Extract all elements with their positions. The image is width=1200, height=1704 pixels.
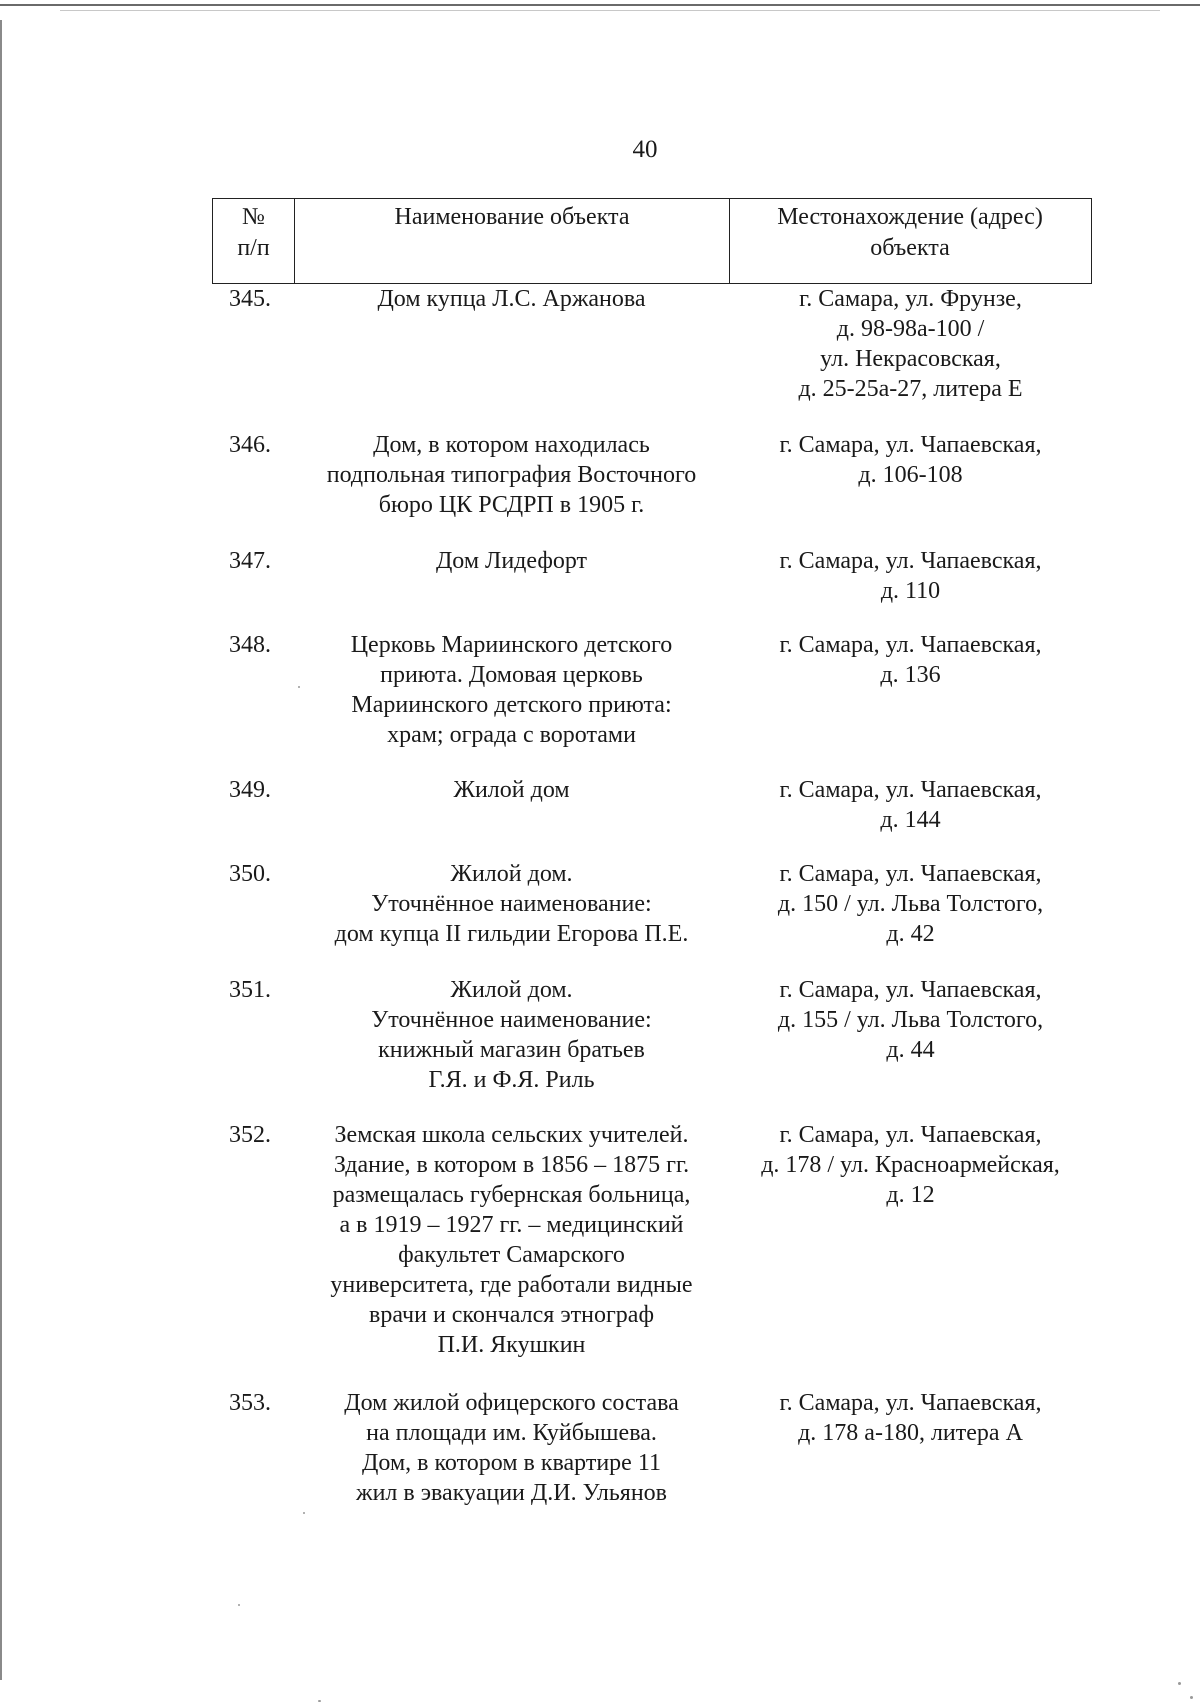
name-line: Уточнённое наименование: — [371, 891, 652, 917]
name-line: Г.Я. и Ф.Я. Риль — [428, 1067, 595, 1093]
address-line: д. 178 а-180, литера А — [798, 1420, 1023, 1446]
name-line: дом купца II гильдии Егорова П.Е. — [334, 921, 689, 947]
name-line: Жилой дом. — [450, 977, 573, 1003]
header-col-address — [730, 199, 1090, 283]
scan-speck — [318, 1700, 321, 1702]
scan-edge-top — [0, 4, 1200, 6]
address-line: д. 25-25а-27, литера Е — [798, 376, 1023, 402]
row-number: 349. — [229, 777, 271, 803]
address-line: д. 155 / ул. Льва Толстого, — [777, 1007, 1044, 1033]
name-line: подпольная типография Восточного — [326, 462, 697, 488]
object-name — [294, 859, 729, 949]
object-name — [294, 284, 729, 404]
name-line: Жилой дом. — [450, 861, 573, 887]
object-address — [729, 284, 1092, 404]
object-name — [294, 975, 729, 1095]
table-row — [212, 1388, 1092, 1508]
address-line: г. Самара, ул. Чапаевская, — [779, 1390, 1042, 1416]
address-line: г. Самара, ул. Чапаевская, — [779, 432, 1042, 458]
row-number: 351. — [229, 977, 271, 1003]
object-name — [294, 1388, 729, 1508]
scan-speck — [303, 1512, 305, 1514]
name-line: Дом, в котором в квартире 11 — [362, 1450, 661, 1476]
name-line: университета, где работали видные — [330, 1272, 693, 1298]
address-line: г. Самара, ул. Чапаевская, — [779, 1122, 1042, 1148]
scan-edge-top-faint — [60, 10, 1160, 11]
address-line: г. Самара, ул. Чапаевская, — [779, 632, 1042, 658]
object-address — [729, 630, 1092, 750]
table-row — [212, 546, 1092, 606]
table-row — [212, 430, 1092, 520]
row-number: 345. — [229, 286, 271, 312]
row-number: 347. — [229, 548, 271, 574]
table-row — [212, 1120, 1092, 1360]
address-line: д. 110 — [880, 578, 941, 604]
address-line: д. 98-98а-100 / — [836, 316, 985, 342]
name-line: бюро ЦК РСДРП в 1905 г. — [378, 492, 645, 518]
address-line: д. 136 — [880, 662, 941, 688]
object-name — [294, 546, 729, 606]
scan-edge-left — [0, 20, 2, 1680]
name-line: размещалась губернская больница, — [332, 1182, 691, 1208]
object-address — [729, 775, 1092, 835]
address-line: д. 12 — [886, 1182, 935, 1208]
scan-speck — [298, 686, 300, 688]
name-line: Дом жилой офицерского состава — [344, 1390, 679, 1416]
object-address — [729, 1120, 1092, 1360]
table-row — [212, 630, 1092, 750]
header-col-name — [295, 199, 730, 283]
name-line: Дом, в котором находилась — [373, 432, 650, 458]
header-col-number-line: № — [242, 204, 265, 230]
name-line: Дом купца Л.С. Аржанова — [377, 286, 646, 312]
object-name — [294, 1120, 729, 1360]
name-line: Уточнённое наименование: — [371, 1007, 652, 1033]
name-line: на площади им. Куйбышева. — [366, 1420, 657, 1446]
address-line: д. 42 — [886, 921, 935, 947]
object-address — [729, 1388, 1092, 1508]
name-line: Земская школа сельских учителей. — [334, 1122, 689, 1148]
name-line: врачи и скончался этнограф — [369, 1302, 654, 1328]
page-number: 40 — [632, 136, 658, 163]
name-line: приюта. Домовая церковь — [380, 662, 643, 688]
name-line: жил в эвакуации Д.И. Ульянов — [355, 1480, 667, 1506]
table-row — [212, 284, 1092, 404]
name-line: книжный магазин братьев — [378, 1037, 645, 1063]
object-address — [729, 975, 1092, 1095]
address-line: д. 106-108 — [858, 462, 963, 488]
object-address — [729, 546, 1092, 606]
header-col-address-line: объекта — [870, 235, 950, 261]
address-line: г. Самара, ул. Чапаевская, — [779, 777, 1042, 803]
address-line: г. Самара, ул. Чапаевская, — [779, 548, 1042, 574]
header-col-number — [213, 199, 295, 283]
address-line: г. Самара, ул. Чапаевская, — [779, 861, 1042, 887]
object-name — [294, 775, 729, 835]
address-line: ул. Некрасовская, — [820, 346, 1001, 372]
header-col-name-line: Наименование объекта — [394, 204, 630, 230]
address-line: д. 150 / ул. Льва Толстого, — [777, 891, 1044, 917]
name-line: П.И. Якушкин — [437, 1332, 586, 1358]
address-line: г. Самара, ул. Чапаевская, — [779, 977, 1042, 1003]
name-line: Мариинского детского приюта: — [351, 692, 672, 718]
name-line: факультет Самарского — [398, 1242, 625, 1268]
table-row — [212, 859, 1092, 949]
name-line: Дом Лидефорт — [435, 548, 588, 574]
address-line: д. 178 / ул. Красноармейская, — [761, 1152, 1060, 1178]
row-number: 348. — [229, 632, 271, 658]
scan-speck — [1178, 1682, 1181, 1685]
header-col-address-line: Местонахождение (адрес) — [777, 204, 1043, 230]
row-number: 350. — [229, 861, 271, 887]
scan-speck — [238, 1604, 240, 1606]
table-row — [212, 975, 1092, 1095]
scan-speck — [1190, 1696, 1193, 1699]
row-number: 352. — [229, 1122, 271, 1148]
name-line: храм; ограда с воротами — [387, 722, 636, 748]
address-line: д. 44 — [886, 1037, 935, 1063]
header-col-number-line: п/п — [237, 235, 270, 261]
name-line: Жилой дом — [453, 777, 570, 803]
name-line: Церковь Мариинского детского — [350, 632, 673, 658]
row-number: 346. — [229, 432, 271, 458]
table-header — [212, 198, 1092, 284]
name-line: Здание, в котором в 1856 – 1875 гг. — [333, 1152, 690, 1178]
object-address — [729, 430, 1092, 520]
object-name — [294, 430, 729, 520]
object-name — [294, 630, 729, 750]
row-number: 353. — [229, 1390, 271, 1416]
name-line: а в 1919 – 1927 гг. – медицинский — [339, 1212, 684, 1238]
address-line: г. Самара, ул. Фрунзе, — [799, 286, 1022, 312]
table-row — [212, 775, 1092, 835]
object-address — [729, 859, 1092, 949]
address-line: д. 144 — [880, 807, 941, 833]
